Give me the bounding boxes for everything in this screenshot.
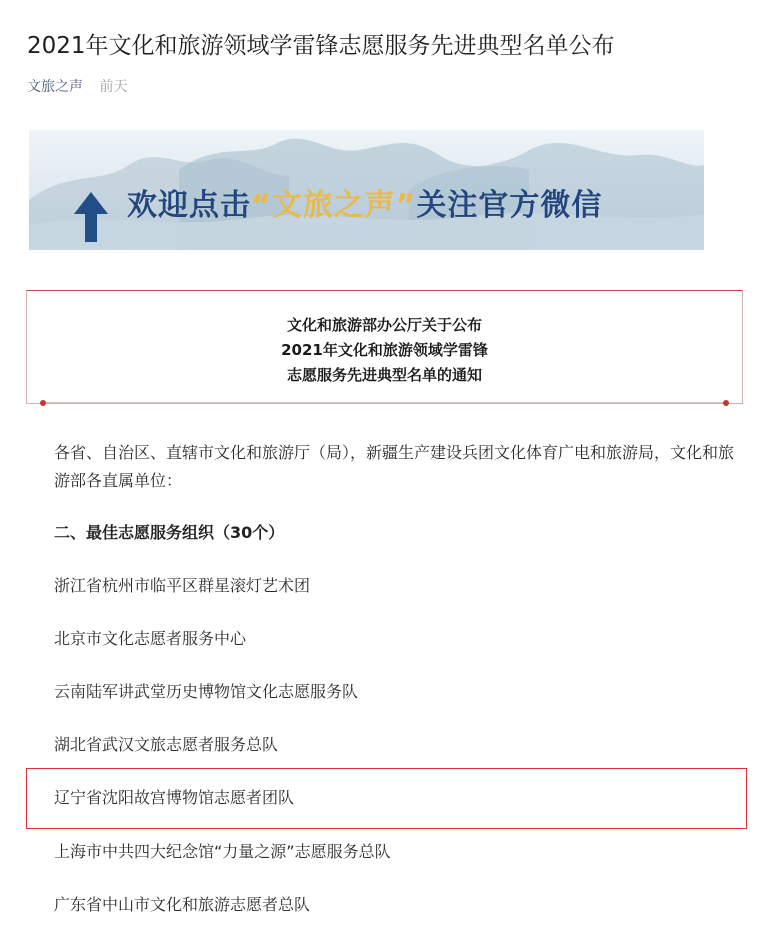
article-meta xyxy=(27,78,127,96)
list-item: 浙江省杭州市临平区群星滚灯艺术团 xyxy=(54,576,311,595)
divider xyxy=(43,402,726,403)
list-item: 广东省中山市文化和旅游志愿者总队 xyxy=(54,895,311,914)
right-dot-ornament xyxy=(723,400,729,406)
follow-banner[interactable] xyxy=(29,130,704,250)
notice-line-3: 志愿服务先进典型名单的通知 xyxy=(286,366,482,384)
account-name-link[interactable]: 文旅之声 xyxy=(27,79,83,95)
list-item: 湖北省武汉文旅志愿者服务总队 xyxy=(54,735,279,754)
banner-text xyxy=(127,186,602,226)
section-title: 二、最佳志愿服务组织（30个） xyxy=(54,523,285,542)
banner-text-post: 关注官方微信 xyxy=(416,188,603,223)
article-title: 2021年文化和旅游领域学雷锋志愿服务先进典型名单公布 xyxy=(27,33,615,59)
salutation-paragraph: 各省、自治区、直辖市文化和旅游厅（局），新疆生产建设兵团文化体育广电和旅游局，文化和旅游部各直属单位： xyxy=(54,443,735,490)
publish-time: 前天 xyxy=(99,79,128,95)
notice-line-1: 文化和旅游部办公厅关于公布 xyxy=(286,316,482,334)
banner-text-pre: 欢迎点击 xyxy=(127,188,251,223)
notice-line-2: 2021年文化和旅游领域学雷锋 xyxy=(281,341,488,359)
list-item-highlighted: 辽宁省沈阳故宫博物馆志愿者团队 xyxy=(54,788,295,807)
list-item: 上海市中共四大纪念馆“力量之源”志愿服务总队 xyxy=(54,842,391,861)
list-item: 北京市文化志愿者服务中心 xyxy=(54,629,247,648)
left-dot-ornament xyxy=(40,400,46,406)
list-item: 云南陆军讲武堂历史博物馆文化志愿服务队 xyxy=(54,682,359,701)
notice-header-box xyxy=(26,290,743,404)
banner-text-highlight: “文旅之声” xyxy=(251,188,417,223)
